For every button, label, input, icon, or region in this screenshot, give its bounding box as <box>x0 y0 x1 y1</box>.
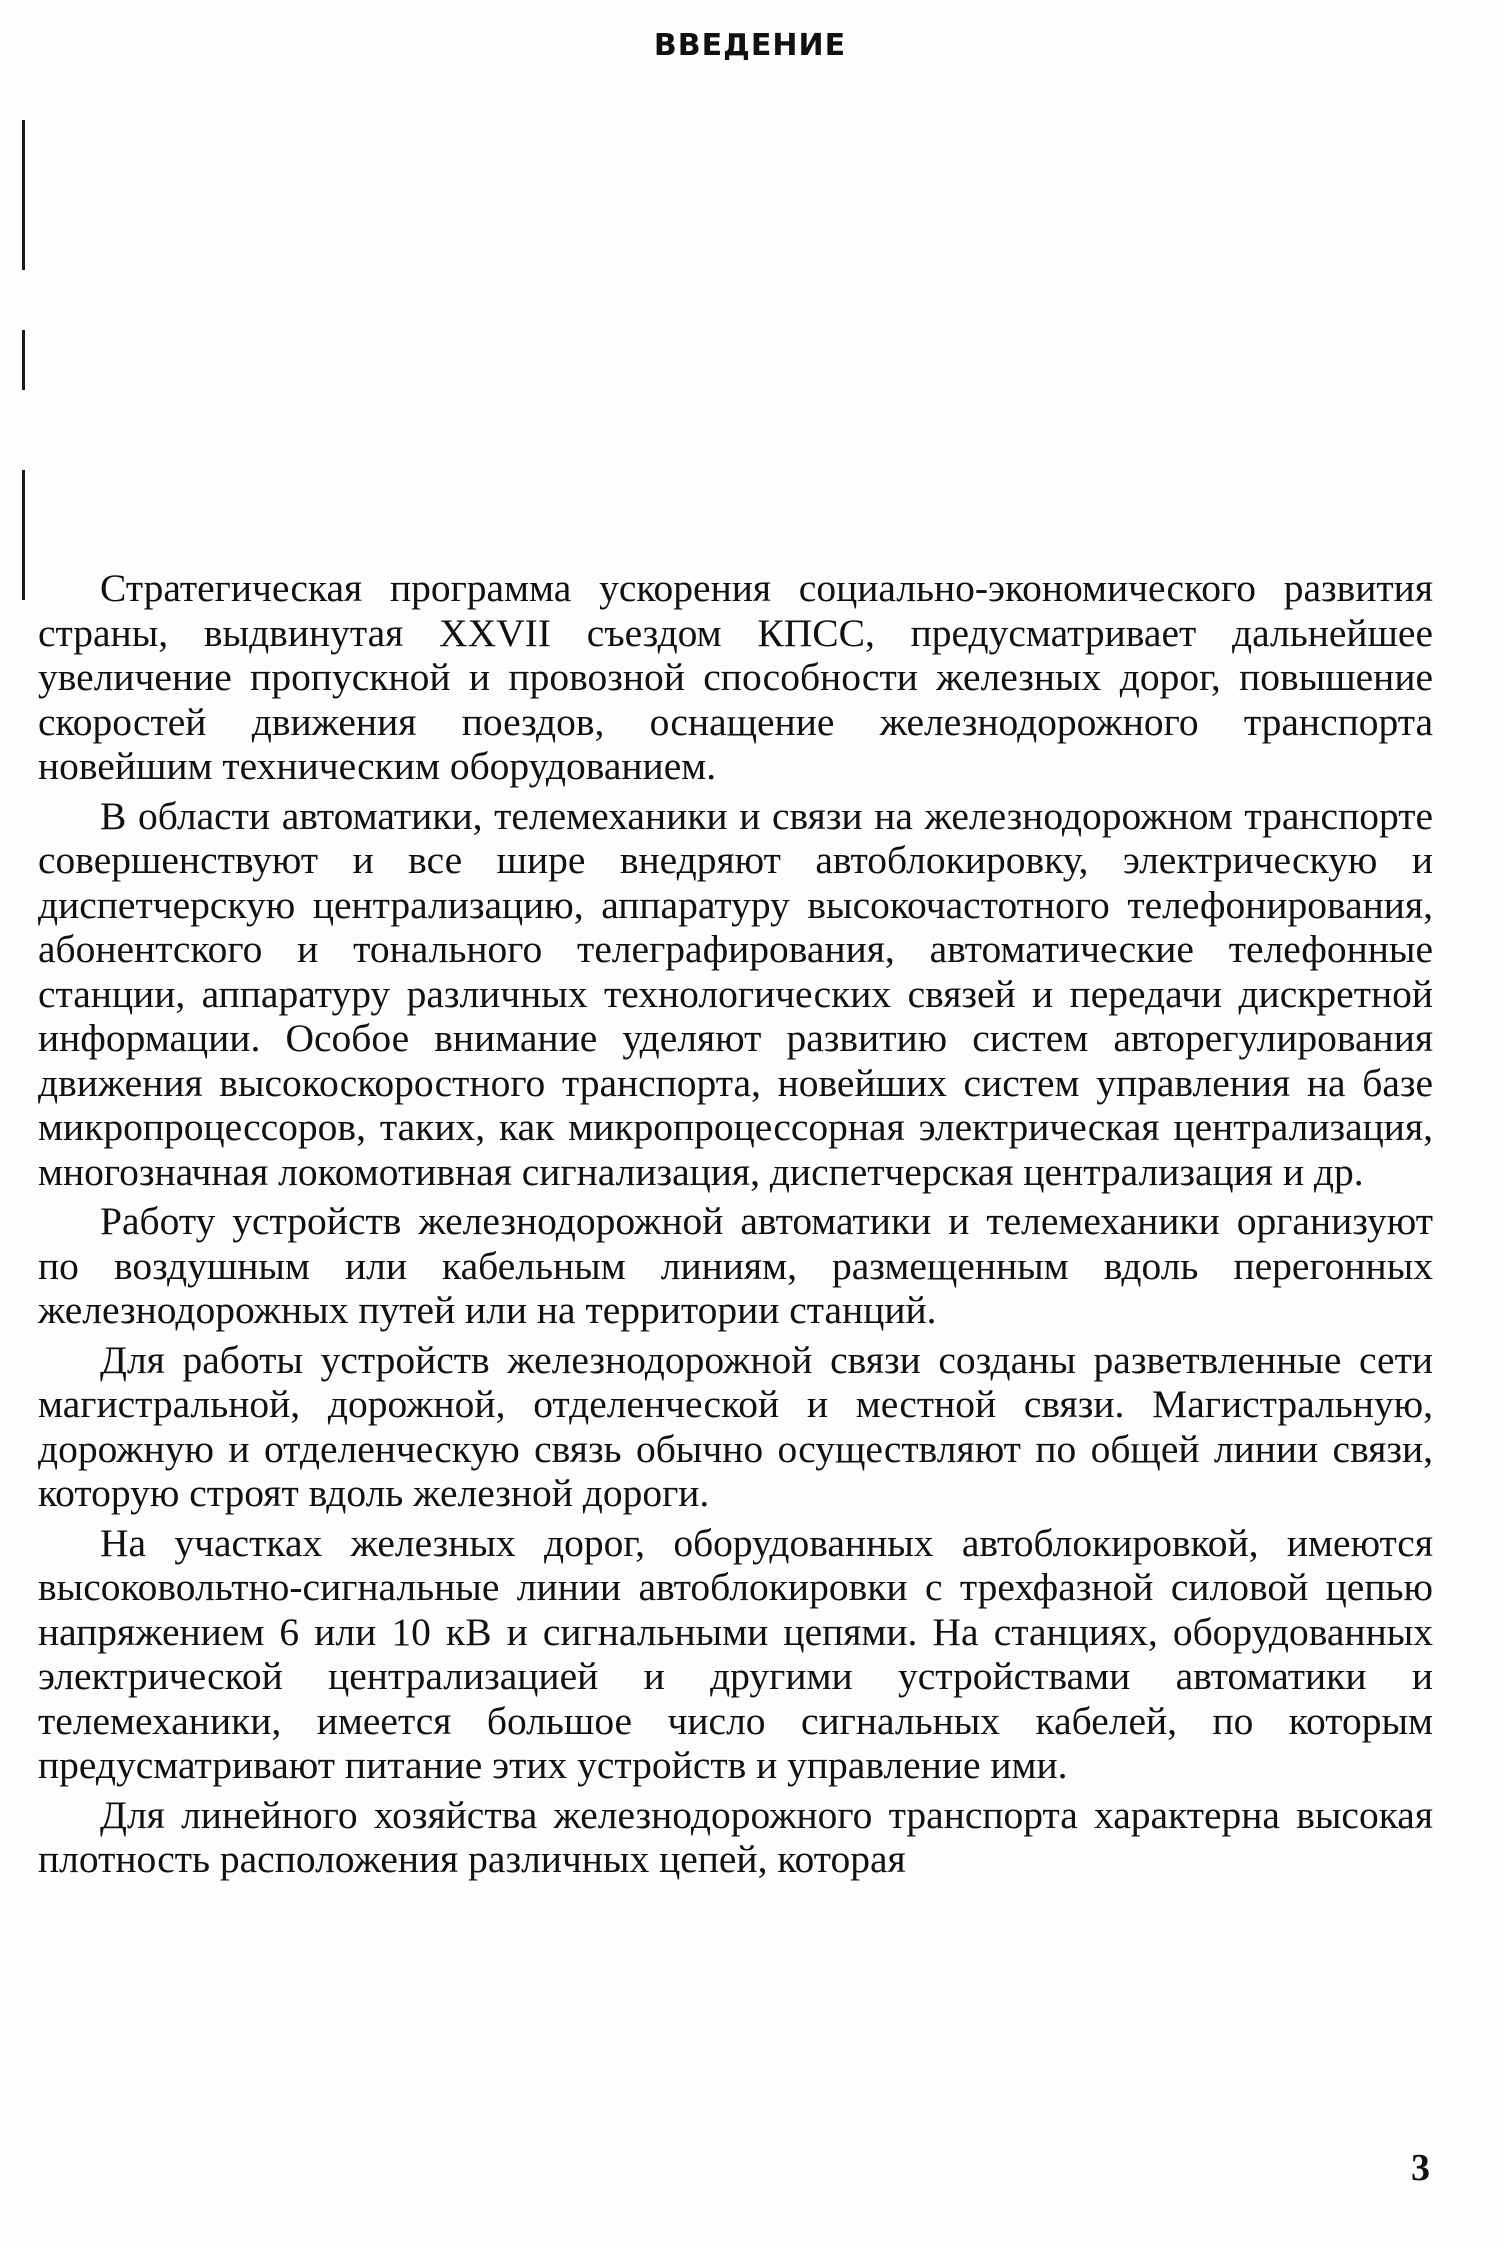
paragraph: Работу устройств железнодорожной автоматики и телемеханики организуют по воздушным или кабельным линиям, размещенным вдоль перегонных железнодорожных путей или на территории станций. <box>38 1199 1433 1332</box>
body-text <box>38 566 1433 1887</box>
paragraph: Для линейного хозяйства железнодорожного транспорта характерна высокая плотность расположения различных цепей, которая <box>38 1792 1433 1881</box>
scan-edge-mark <box>22 470 25 600</box>
page-number: 3 <box>1411 2147 1430 2189</box>
page-title: ВВЕДЕНИЕ <box>653 28 847 63</box>
scan-edge-mark <box>22 120 25 270</box>
scan-edge-mark <box>22 330 25 390</box>
paragraph: В области автоматики, телемеханики и связи на железнодорожном транспорте совершенствуют и все шире внедряют автоблокировку, электрическую и диспетчерскую централизацию, аппаратуру высокочастотного телефонирования, абонентского и тонального телеграфирования, автоматические телефонные станции, аппаратуру различных технологических связей и передачи дискретной информации. Особое внимание уделяют развитию систем авторегулирования движения высокоскоростного транспорта, новейших систем управления на базе микропроцессоров, таких, как микропроцессорная электрическая централизация, многозначная локомотивная сигнализация, диспетчерская централизация и др. <box>38 793 1433 1194</box>
paragraph: Для работы устройств железнодорожной связи созданы разветвленные сети магистральной, дорожной, отделенческой и местной связи. Магистральную, дорожную и отделенческую связь обычно осуществляют по общей линии связи, которую строят вдоль железной дороги. <box>38 1337 1433 1515</box>
paragraph: На участках железных дорог, оборудованных автоблокировкой, имеются высоковольтно-сигнальные линии автоблокировки с трехфазной силовой цепью напряжением 6 или 10 кВ и сигнальными цепями. На станциях, оборудованных электрической централизацией и другими устройствами автоматики и телемеханики, имеется большое число сигнальных кабелей, по которым предусматривают питание этих устройств и управление ими. <box>38 1520 1433 1787</box>
paragraph: Стратегическая программа ускорения социально-экономического развития страны, выдвинутая XXVII съездом КПСС, предусматривает дальнейшее увеличение пропускной и провозной способности железных дорог, повышение скоростей движения поездов, оснащение железнодорожного транспорта новейшим техническим оборудованием. <box>38 566 1433 788</box>
